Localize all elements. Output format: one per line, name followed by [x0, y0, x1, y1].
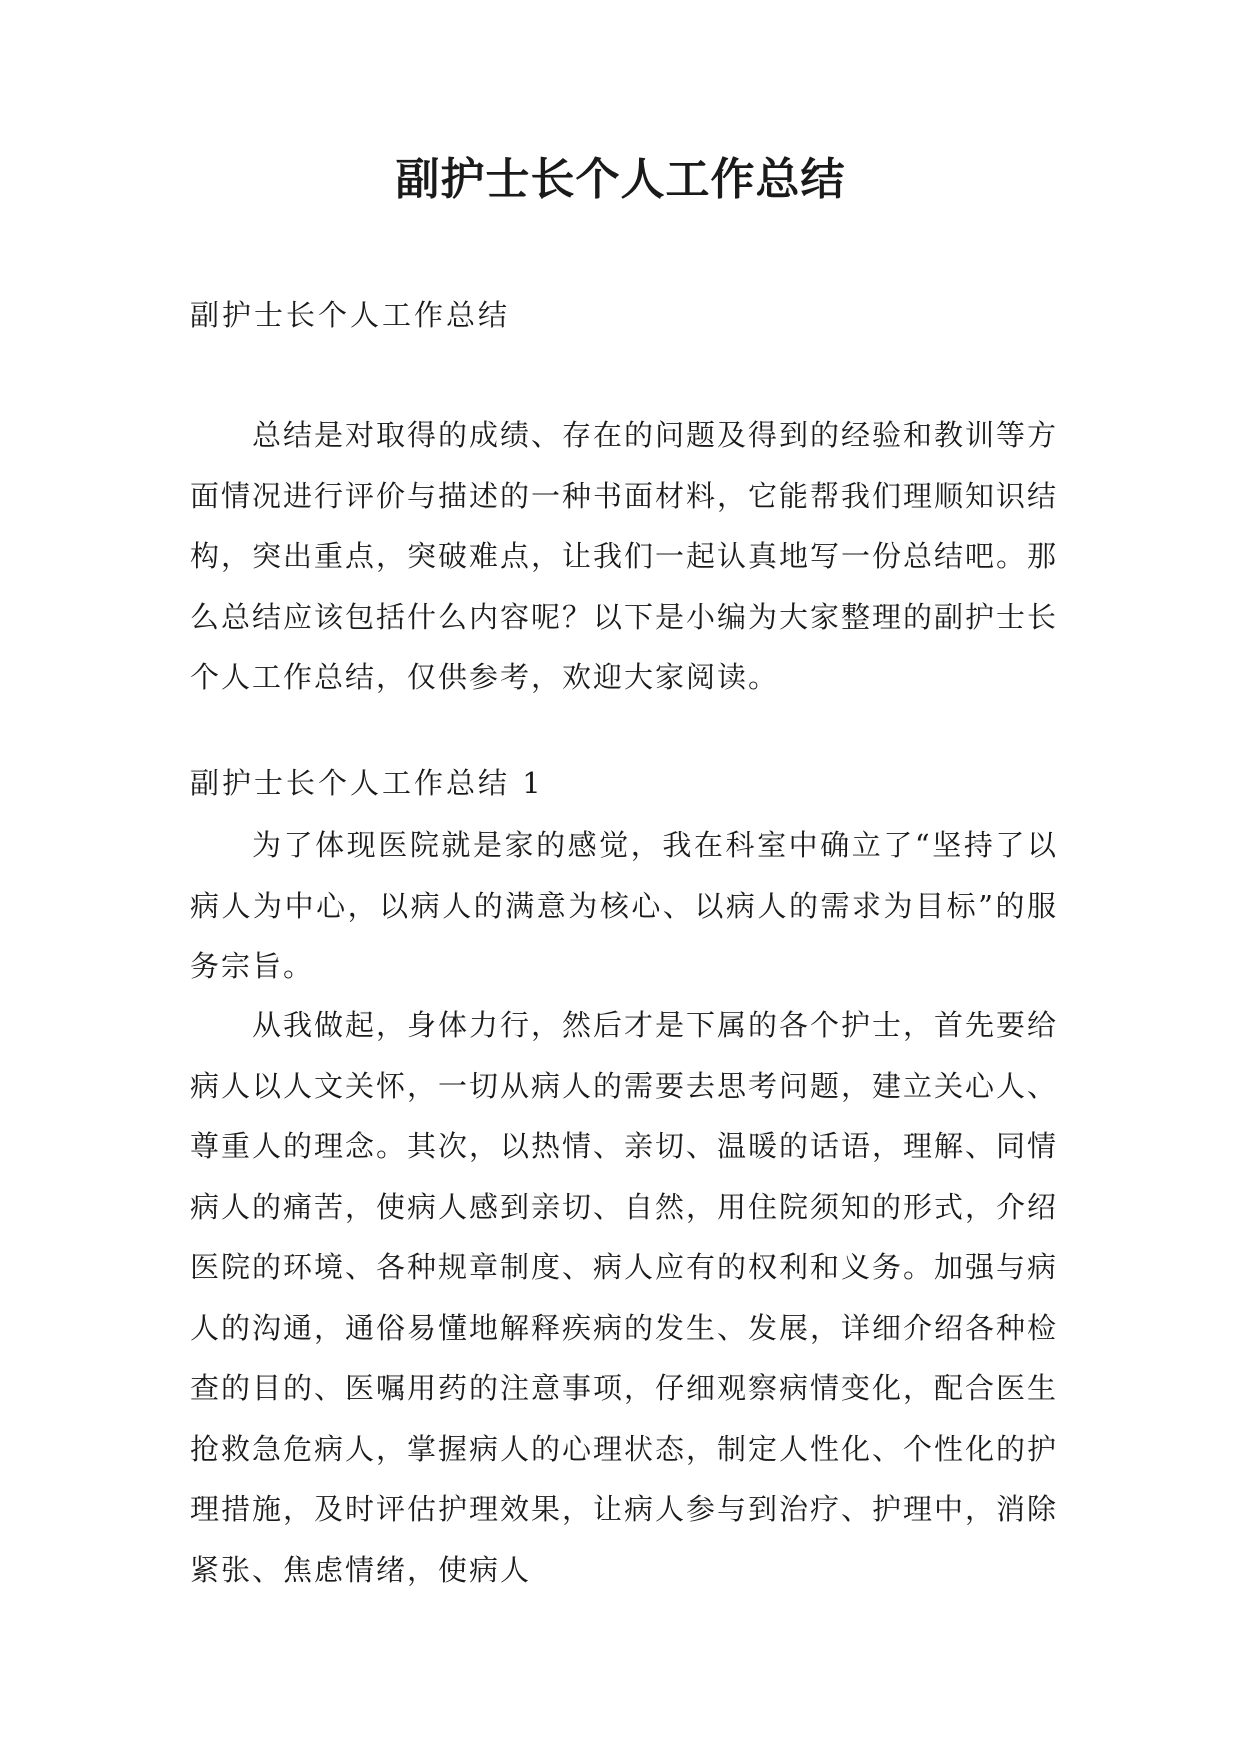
section-heading: 副护士长个人工作总结 1 — [190, 766, 544, 800]
document-title: 副护士长个人工作总结 — [395, 154, 846, 205]
body-paragraph-1: 为了体现医院就是家的感觉，我在科室中确立了“坚持了以病人为中心，以病人的满意为核心、以病人的需求为目标”的服务宗旨。 — [190, 828, 1058, 983]
body-paragraph-2: 从我做起，身体力行，然后才是下属的各个护士，首先要给病人以人文关怀，一切从病人的需要去思考问题，建立关心人、尊重人的理念。其次，以热情、亲切、温暖的话语，理解、同情病人的痛苦，使病人感到亲切、自然，用住院须知的形式，介绍医院的环境、各种规章制度、病人应有的权利和义务。加强与病人的沟通，通俗易懂地解释疾病的发生、发展，详细介绍各种检查的目的、医嘱用药的注意事项，仔细观察病情变化，配合医生抢救急危病人，掌握病人的心理状态，制定人性化、个性化的护理措施，及时评估护理效果，让病人参与到治疗、护理中，消除紧张、焦虑情绪，使病人 — [190, 1008, 1059, 1587]
intro-paragraph: 总结是对取得的成绩、存在的问题及得到的经验和教训等方面情况进行评价与描述的一种书面材料，它能帮我们理顺知识结构，突出重点，突破难点，让我们一起认真地写一份总结吧。那么总结应该包括什么内容呢？以下是小编为大家整理的副护士长个人工作总结，仅供参考，欢迎大家阅读。 — [190, 418, 1059, 694]
document-subtitle: 副护士长个人工作总结 — [190, 298, 511, 332]
